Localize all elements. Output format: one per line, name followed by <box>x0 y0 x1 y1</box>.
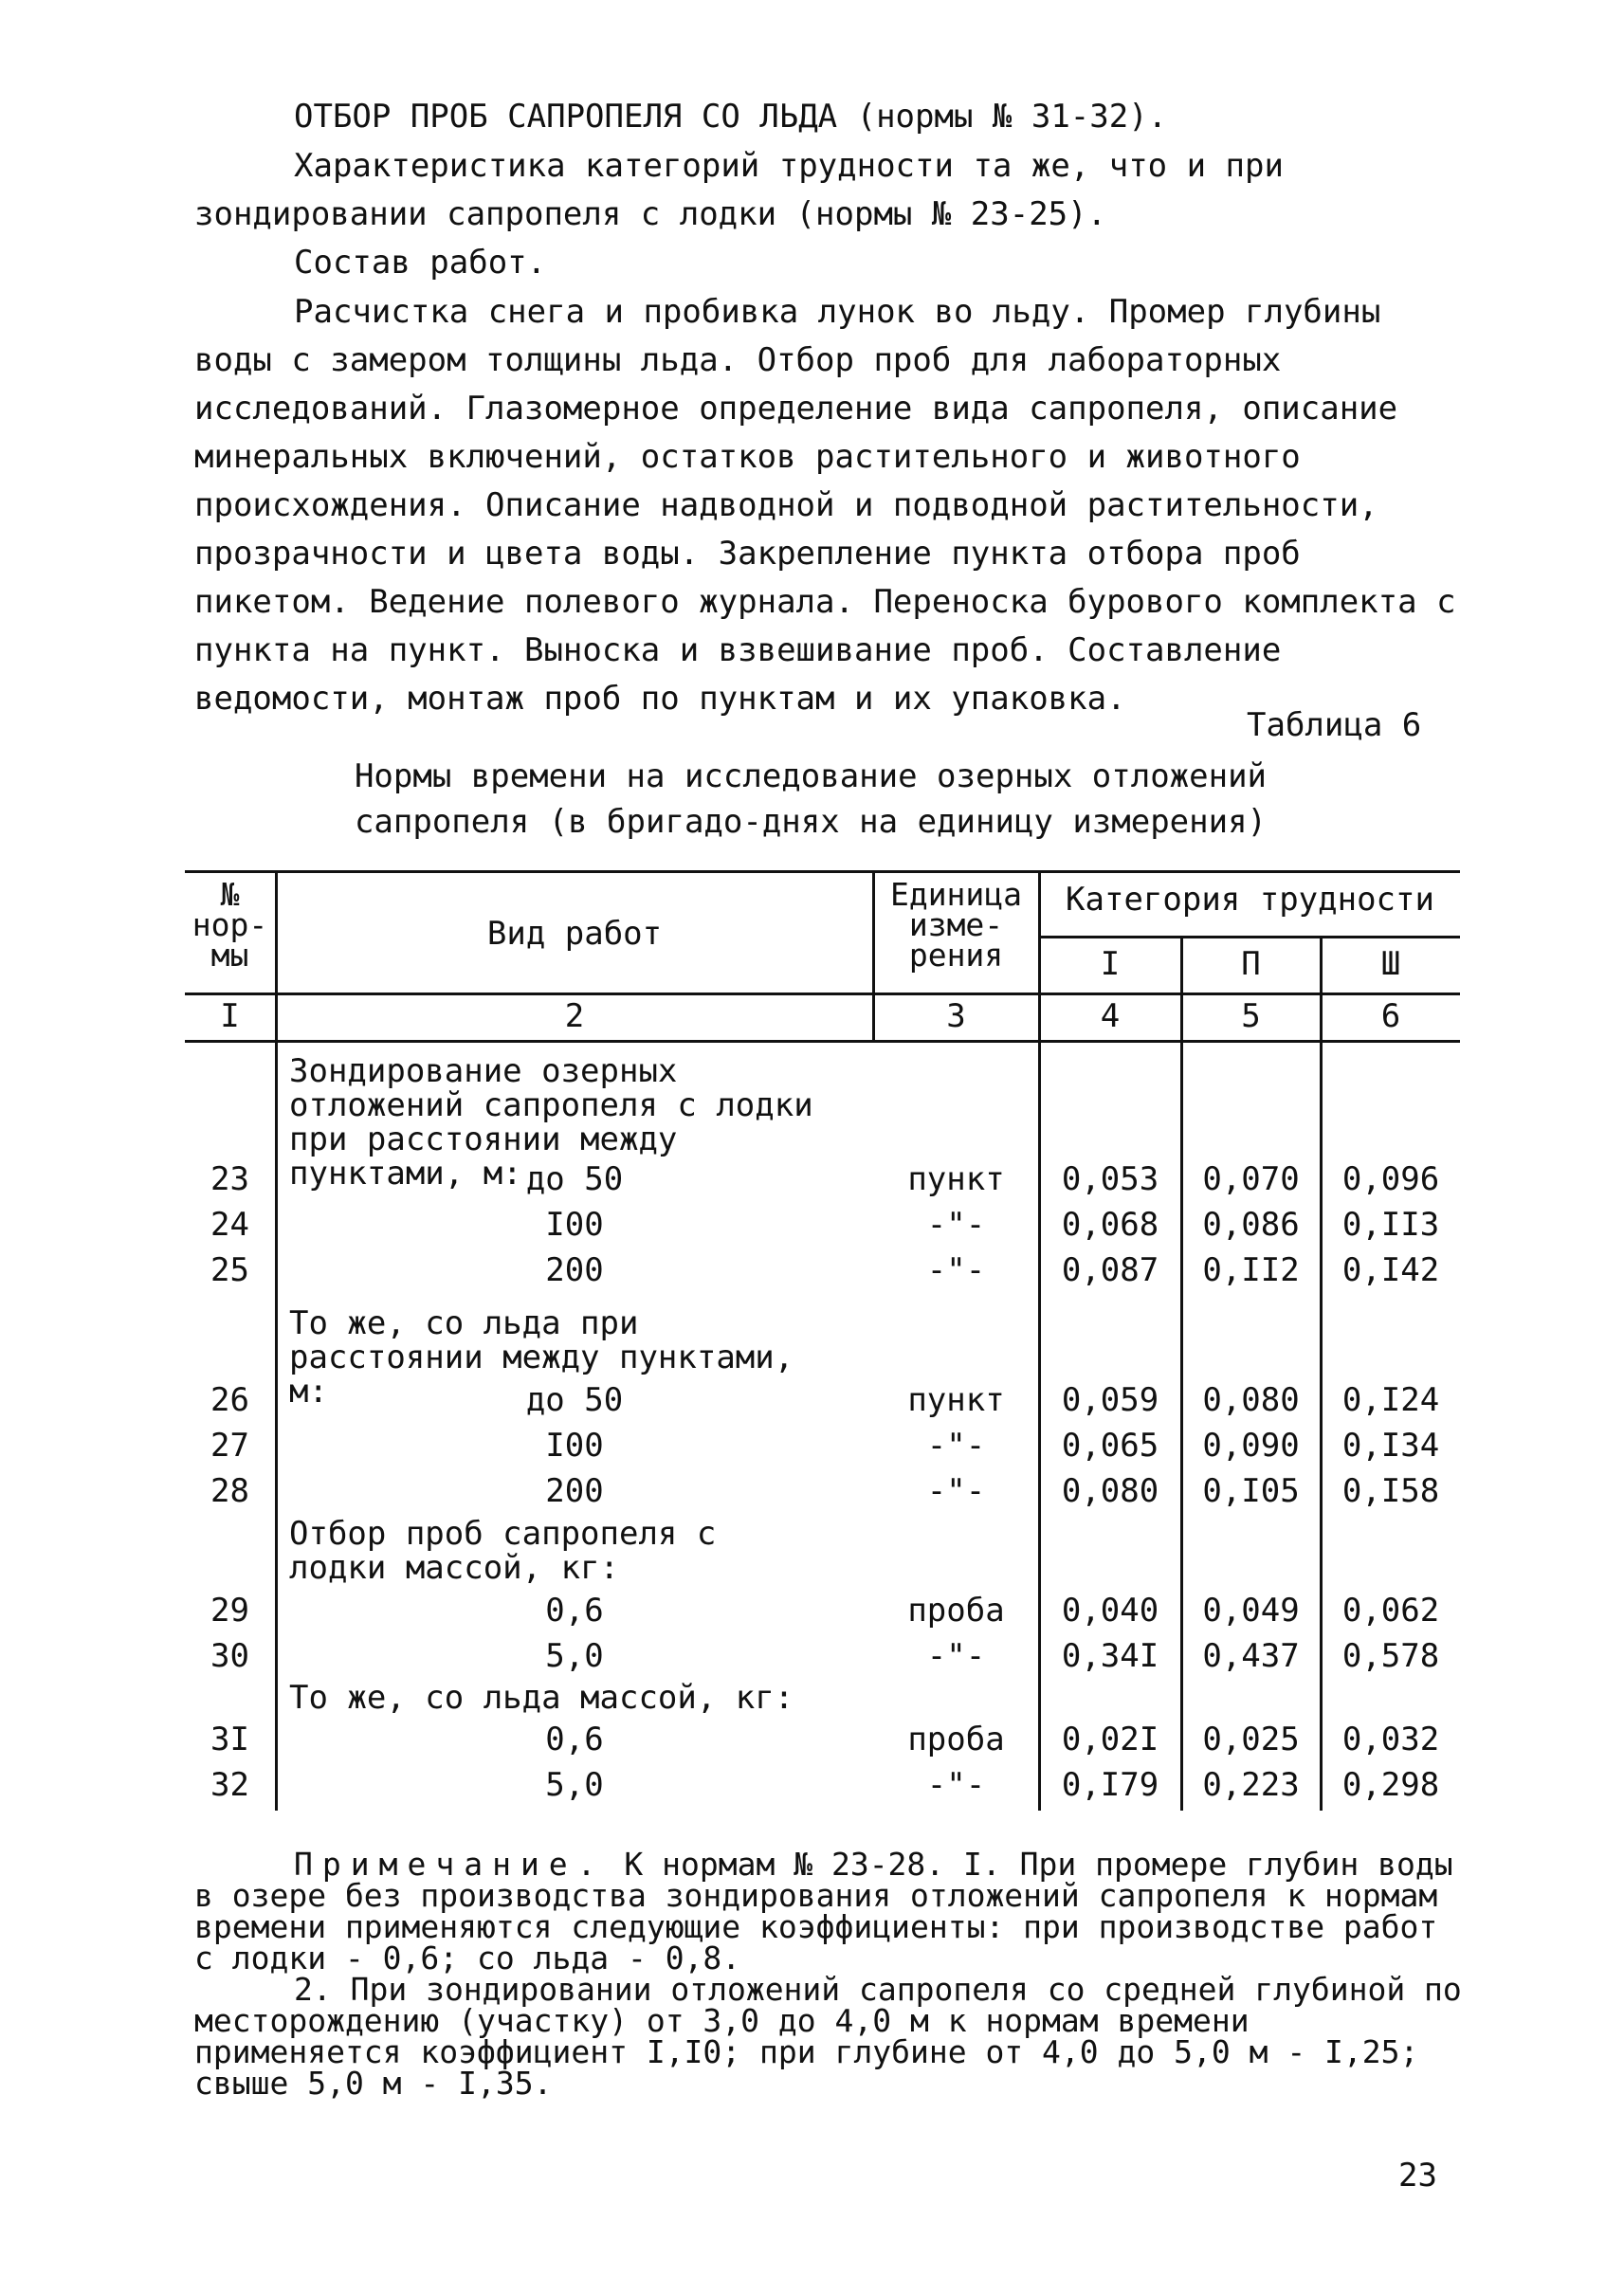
row-work: 5,0 <box>545 1766 604 1804</box>
row-cat-1: 0,34I <box>1061 1637 1159 1675</box>
row-work: I00 <box>545 1206 604 1244</box>
table-row <box>185 1157 1460 1202</box>
works-paragraph: Расчистка снега и пробивка лунок во льду. Промер глубины воды с замером толщины льда. Отбор проб для лабораторных исследований. Глазомерное определение вида сапропеля, описание минеральных включений, остатков растительного и животного происхождения. Описание надводной и подводной растительности, прозрачности и цвета воды. Закрепление пункта отбора проб пикетом. Ведение полевого журнала. Переноска бурового комплекта с пункта на пункт. Выноска и взвешивание проб. Составление ведомости, монтаж проб по пунктам и их упаковка. <box>194 293 1456 718</box>
row-unit: пункт <box>907 1160 1005 1198</box>
row-work: 5,0 <box>545 1637 604 1675</box>
page-number: 23 <box>1398 2157 1437 2195</box>
row-unit: -"- <box>926 1251 986 1289</box>
header-cat-2: П <box>1241 945 1261 983</box>
row-cat-2: 0,025 <box>1202 1721 1300 1758</box>
row-cat-1: 0,080 <box>1061 1472 1159 1510</box>
colnum-4: 4 <box>1100 997 1121 1035</box>
row-cat-1: 0,053 <box>1061 1160 1159 1198</box>
row-cat-3: 0,032 <box>1341 1721 1440 1758</box>
group-header: То же, со льда массой, кг: <box>289 1679 794 1717</box>
row-cat-1: 0,087 <box>1061 1251 1159 1289</box>
row-cat-1: 0,02I <box>1061 1721 1159 1758</box>
colnum-6: 6 <box>1380 997 1401 1035</box>
row-unit: -"- <box>926 1206 986 1244</box>
table-top-rule <box>185 870 1460 873</box>
row-cat-3: 0,I34 <box>1341 1427 1440 1465</box>
characteristics-paragraph: Характеристика категорий трудности та же, что и при зондировании сапропеля с лодки (нормы № 23-25). <box>194 147 1284 233</box>
row-norm-no: 27 <box>210 1427 249 1465</box>
row-work: до 50 <box>525 1160 624 1198</box>
table-row <box>185 1377 1460 1423</box>
row-cat-1: 0,059 <box>1061 1381 1159 1419</box>
header-work-type: Вид работ <box>486 915 663 953</box>
colnum-3: 3 <box>946 997 966 1035</box>
row-cat-3: 0,062 <box>1341 1592 1440 1630</box>
row-cat-3: 0,I24 <box>1341 1381 1440 1419</box>
row-cat-3: 0,II3 <box>1341 1206 1440 1244</box>
table-row <box>185 1633 1460 1679</box>
row-cat-1: 0,I79 <box>1061 1766 1159 1804</box>
header-cat-3: Ш <box>1380 945 1401 983</box>
note-paragraph-2 <box>194 1971 1465 2102</box>
row-unit: -"- <box>926 1766 986 1804</box>
table-caption-line-1: Нормы времени на исследование озерных отложений <box>354 757 1268 795</box>
table-row <box>185 1717 1460 1762</box>
row-work: 0,6 <box>545 1592 604 1630</box>
row-cat-2: 0,I05 <box>1202 1472 1300 1510</box>
row-norm-no: 28 <box>210 1472 249 1510</box>
row-cat-3: 0,298 <box>1341 1766 1440 1804</box>
table-note <box>194 1846 1465 2102</box>
row-cat-1: 0,040 <box>1061 1592 1159 1630</box>
row-norm-no: 30 <box>210 1637 249 1675</box>
colnum-5: 5 <box>1241 997 1261 1035</box>
row-norm-no: 29 <box>210 1592 249 1630</box>
row-cat-3: 0,578 <box>1341 1637 1440 1675</box>
row-unit: проба <box>907 1592 1005 1630</box>
header-cat-1: I <box>1100 945 1121 983</box>
row-norm-no: 25 <box>210 1251 249 1289</box>
row-cat-3: 0,I58 <box>1341 1472 1440 1510</box>
row-norm-no: 24 <box>210 1206 249 1244</box>
composition-heading: Состав работ. <box>294 244 547 282</box>
table-row <box>185 1202 1460 1248</box>
row-cat-2: 0,223 <box>1202 1766 1300 1804</box>
row-cat-2: 0,II2 <box>1202 1251 1300 1289</box>
row-cat-2: 0,090 <box>1202 1427 1300 1465</box>
note-paragraph-1 <box>194 1846 1465 1976</box>
table-row <box>185 1423 1460 1468</box>
row-norm-no: 26 <box>210 1381 249 1419</box>
group-header: То же, со льда при расстоянии между пунктами, м: <box>289 1304 794 1411</box>
row-cat-2: 0,049 <box>1202 1592 1300 1630</box>
table-caption-line-2: сапропеля (в бригадо-днях на единицу измерения) <box>354 803 1268 841</box>
row-cat-2: 0,070 <box>1202 1160 1300 1198</box>
row-cat-1: 0,065 <box>1061 1427 1159 1465</box>
note-text-2: 2. При зондировании отложений сапропеля со средней глубиной по месторождению (участку) от 3,0 до 4,0 м к нормам времени применяется коэффициент I,I0; при глубине от 4,0 до 5,0 м - I,25; свыше 5,0 м - I,35. <box>194 1971 1462 2102</box>
row-unit: проба <box>907 1721 1005 1758</box>
row-work: до 50 <box>525 1381 624 1419</box>
colnum-2: 2 <box>564 997 585 1035</box>
table-row <box>185 1468 1460 1514</box>
col-divider-5 <box>1320 938 1323 1811</box>
row-cat-3: 0,I42 <box>1341 1251 1440 1289</box>
section-title: ОТБОР ПРОБ САПРОПЕЛЯ СО ЛЬДА (нормы № 31-32). <box>294 98 1168 136</box>
note-text-1: К нормам № 23-28. I. При промере глубин воды в озере без производства зондирования отложений сапропеля к нормам времени применяются следующие коэффициенты: при производстве работ с лодки - 0,6; со льда - 0,8. <box>194 1846 1453 1976</box>
row-cat-2: 0,080 <box>1202 1381 1300 1419</box>
row-norm-no: 3I <box>210 1721 249 1758</box>
category-rule <box>1038 936 1460 938</box>
row-work: 200 <box>545 1251 604 1289</box>
row-work: 0,6 <box>545 1721 604 1758</box>
row-unit: пункт <box>907 1381 1005 1419</box>
table-caption <box>289 754 1332 845</box>
row-unit: -"- <box>926 1427 986 1465</box>
group-header: Зондирование озерных отложений сапропеля с лодки при расстоянии между пунктами, м: <box>289 1052 813 1193</box>
table-number: Таблица 6 <box>1247 706 1422 744</box>
row-work: 200 <box>545 1472 604 1510</box>
table-row <box>185 1248 1460 1293</box>
row-norm-no: 32 <box>210 1766 249 1804</box>
note-label: Примечание. <box>294 1846 606 1883</box>
col-divider-4 <box>1180 938 1183 1811</box>
header-norm-no: № нор- мы <box>192 876 268 974</box>
row-cat-3: 0,096 <box>1341 1160 1440 1198</box>
row-unit: -"- <box>926 1472 986 1510</box>
colnum-1: I <box>220 997 240 1035</box>
row-norm-no: 23 <box>210 1160 249 1198</box>
row-unit: -"- <box>926 1637 986 1675</box>
colnum-rule <box>185 1040 1460 1043</box>
header-category: Категория трудности <box>1066 881 1434 919</box>
row-cat-2: 0,086 <box>1202 1206 1300 1244</box>
group-header: Отбор проб сапропеля с лодки массой, кг: <box>289 1515 717 1587</box>
table-row <box>185 1762 1460 1808</box>
table-row <box>185 1588 1460 1633</box>
row-work: I00 <box>545 1427 604 1465</box>
row-cat-2: 0,437 <box>1202 1637 1300 1675</box>
row-cat-1: 0,068 <box>1061 1206 1159 1244</box>
header-unit: Единица изме- рения <box>889 876 1023 974</box>
header-rule <box>185 993 1460 995</box>
